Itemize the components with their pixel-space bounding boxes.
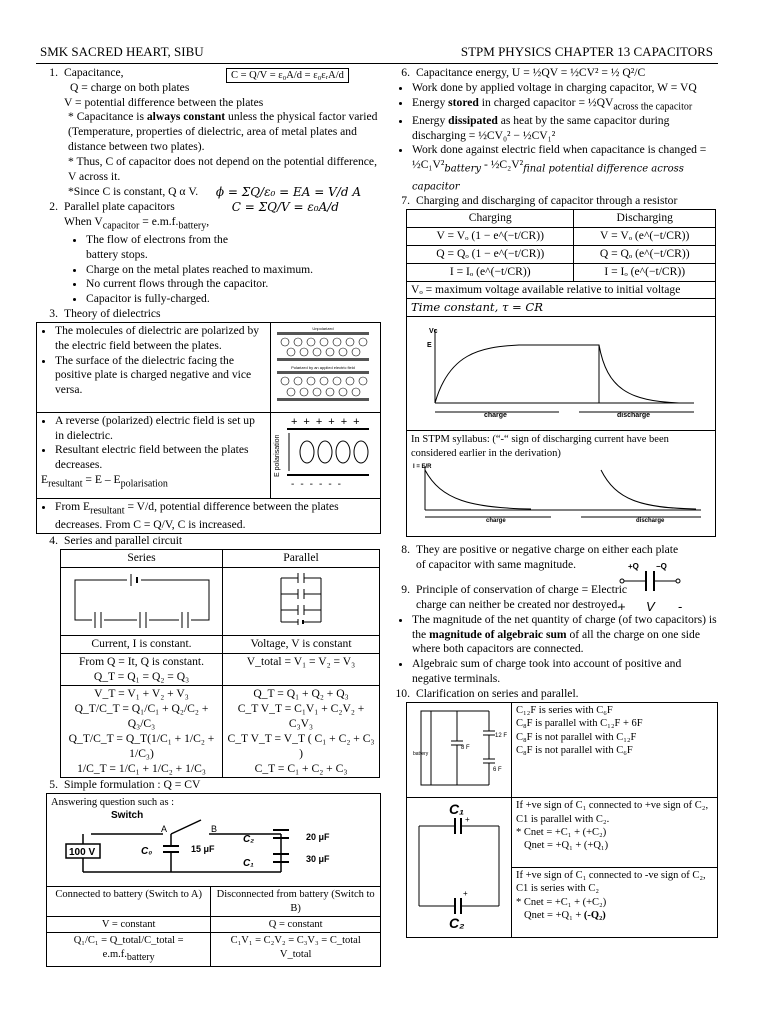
section-parallel-plate: 2. Parallel plate capacitors C = ΣQ/V = ε₀A/d When $V_{capacitor} = e.m.f._{battery}$, • The flow of electrons from the battery stops. • Charge on the metal plates reached to maximum. • No current flows through the capacitor. • Capacitor is fully-charged. [36,200,381,307]
svg-text:100 V: 100 V [69,846,96,858]
svg-text:charge: charge [486,517,506,524]
svg-text:C₂: C₂ [449,915,465,931]
series-circuit-figure [67,570,217,628]
svg-text:V: V [646,599,655,615]
section-simple-formulation: 5. Simple formulation : Q = CV Answering question such as : Switch A B 100 V C₀ 15 μF C₂ 20 μF C₁ 30 μF Connected to battery (Switch to A) Disconnected from battery (Switch to B) V = constant Q = constant Q₁/C₁ = Q_total/C_total = $e.m.f._{battery}$ C₁V₁ = C₂V₂ = C₃V₃ = C_total V_total [36,778,381,966]
section-dielectrics: 3. Theory of dielectrics • The molecules of dielectric are polarized by the electric field between the plates. • The surface of the dielectric facing the positive plate is charged negative and vice versa. Unpolarized Polarized by an applied electric field • A reverse (polarized) electric field is set up in dielectric. • Resultant electric field between the plates decreases. $E_{resultant} = E - E_{polarisation}$ ++++++ ------ E polarisation • From $E_{resultant} = V/d$, potential difference between the plates decreases. From C = Q/V, C is increased. [36,307,381,534]
section-charge-magnitude: 8. They are positive or negative charge on either each plate of capacitor with same magnitude. +Q −Q + V - [388,543,718,573]
header-left: SMK SACRED HEART, SIBU [40,44,204,59]
charge-discharge-graph [409,319,709,423]
polarized-field-figure [273,415,373,491]
section-conservation: 9. Principle of conservation of charge = Electric charge can neither be created nor destroyed. • The magnitude of the net quantity of charge (of two capacitors) is the magnitude of algebraic sum of all the charge on one side where both capacitors are connected. • Algebraic sum of charge took into account of positive and negative terminals. [388,583,718,687]
svg-text:Unpolarized: Unpolarized [312,325,334,331]
list-item: • Charge on the metal plates reached to maximum. [86,263,381,278]
svg-text:15 μF: 15 μF [191,843,215,854]
series-parallel-table: Series Parallel Current, I is constant. Voltage, V is constant From Q = It, Q is constant. Q_T = Q₁ = Q₂ = Q₃ V_total = V₁ = V₂ = V₃ V_T = V₁ + V₂ + V₃ Q_T/C_T = Q₁/C₁ + Q₂/C₂ + Q₃/C₃ Q_T/C_T = Q_T(1/C₁ + 1/C₂ + 1/C₃) 1/C_T = 1/C₁ + 1/C₂ + 1/C₃ Q_T = Q₁ + Q₂ + Q₃ C_T V_T = C₁V₁ + C₂V₂ + C₃V₃ C_T V_T = V_T ( C₁ + C₂ + C₃ ) C_T = C₁ + C₂ + C₃ [60,549,380,778]
svg-text:I = E/R: I = E/R [413,463,432,470]
svg-text:-: - [678,599,683,615]
list-item: • The flow of electrons from the battery stops. [86,233,236,263]
header-right: STPM PHYSICS CHAPTER 13 CAPACITORS [460,44,713,59]
svg-text:charge: charge [484,412,507,420]
svg-text:E: E [427,342,432,350]
svg-text:−Q: −Q [656,562,667,572]
capacitor-network-figure [409,705,509,791]
formulation-table: Answering question such as : Switch A B 100 V C₀ 15 μF C₂ 20 μF C₁ 30 μF Connected to battery (Switch to A) Disconnected from battery (Switch to B) V = constant Q = constant Q₁/C₁ = Q_total/C_total = $e.m.f._{battery}$ C₁V₁ = C₂V₂ = C₃V₃ = C_total V_total [46,793,381,967]
capacitance-formula: C = Q/V = ε₀A/d = ε₀εᵣA/d [226,68,349,83]
svg-text:+: + [618,599,626,615]
dielectric-polarization-figure [273,325,373,405]
svg-text:Vc: Vc [429,328,438,336]
list-item: • No current flows through the capacitor. [86,277,381,292]
capacitor-symbol [618,561,688,616]
svg-text:discharge: discharge [617,412,651,420]
clarification-table: battery 8 F 12 F 6 F C₁₂F is series with C₆F C₈F is parallel with C₁₂F + 6F C₈F is not parallel with C₁₂F C₈F is not parallel with C₆F C₁ + + C₂ If +ve sign of C₁ connected to +ve sign of C₂, C1 is parallel with C₂. * Cnet = +C₁ + (+C₂) Qnet = +Q₁ + (+Q₁) If +ve sign of C₁ connected to -ve sign of C₂, C1 is series with C₂ * Cnet = +C₁ + (+C₂) Qnet = +Q₁ + (-Q₂) [406,702,718,938]
svg-text:Polarized by an applied electr: Polarized by an applied electric field [291,364,355,370]
svg-text:+: + [463,889,468,899]
svg-text:discharge: discharge [636,517,665,524]
section-title: Capacitance, [64,66,124,79]
current-graph [411,460,711,530]
svg-text:+: + [465,815,470,825]
svg-text:8 F: 8 F [461,744,470,751]
svg-text:12 F: 12 F [495,732,508,739]
section-charging: 7. Charging and discharging of capacitor through a resistor Charging Discharging V = Vₒ (1 − e^(−t/CR)) V = Vₒ (e^(−t/CR)) Q = Qₒ (1 − e^(−t/CR)) Q = Qₒ (e^(−t/CR)) I = Iₒ (e^(−t/CR)) I = Iₒ (e^(−t/CR)) Vₒ = maximum voltage available relative to initial voltage Time constant, τ = CR Vc E charge discharge In STPM syllabus: (“-“ sign of discharging current have been considered earlier in the derivation) I = E/R charge discharge [388,194,718,537]
header-rule [36,63,718,64]
list-item: • Capacitor is fully-charged. [86,292,381,307]
svg-text:C₀: C₀ [141,845,153,857]
svg-text:battery: battery [413,750,429,757]
svg-text:+Q: +Q [628,562,639,572]
svg-text:B: B [211,823,218,834]
svg-text:++++++: ++++++ [291,415,366,428]
dielectric-table: • The molecules of dielectric are polarized by the electric field between the plates. • The surface of the dielectric facing the positive plate is charged negative and vice versa. Unpolarized Polarized by an applied electric field • A reverse (polarized) electric field is set up in dielectric. • Resultant electric field between the plates decreases. $E_{resultant} = E - E_{polarisation}$ ++++++ ------ E polarisation • From $E_{resultant} = V/d$, potential difference between the plates decreases. From C = Q/V, C is increased. [36,322,381,535]
switch-circuit-figure [51,810,371,880]
left-column [36,66,381,967]
svg-text:20 μF: 20 μF [306,831,330,842]
charging-table: Charging Discharging V = Vₒ (1 − e^(−t/CR)) V = Vₒ (e^(−t/CR)) Q = Qₒ (1 − e^(−t/CR)) Q = Qₒ (e^(−t/CR)) I = Iₒ (e^(−t/CR)) I = Iₒ (e^(−t/CR)) Vₒ = maximum voltage available relative to initial voltage Time constant, τ = CR Vc E charge discharge In STPM syllabus: (“-“ sign of discharging current have been considered earlier in the derivation) I = E/R charge discharge [406,209,716,537]
svg-text:------: ------ [291,478,347,490]
parallel-circuit-figure [226,570,376,628]
svg-text:Switch: Switch [111,809,144,821]
section-clarification: 10. Clarification on series and parallel. battery 8 F 12 F 6 F C₁₂F is series with C₆F C₈F is parallel with C₁₂F + 6F C₈F is not parallel with C₁₂F C₈F is not parallel with C₆F C₁ + + C₂ If +ve sign of C₁ connected to +ve sign of C₂, C1 is parallel with C₂. * Cnet = +C₁ + (+C₂) Qnet = +Q₁ + (+Q₁) If +ve sign of C₁ connected to -ve sign of C₂, C1 is series with C₂ * Cnet = +C₁ + (+C₂) Qnet = +Q₁ + (-Q₂) [388,687,718,938]
right-column [388,66,718,938]
two-capacitor-figure [409,800,509,930]
svg-text:E polarisation: E polarisation [274,434,281,477]
svg-text:C₂: C₂ [243,833,255,845]
svg-text:A: A [161,823,168,834]
capacitance-note-1: * Capacitance is always constant unless the physical factor varied (Temperature, properties of dielectric, area of metal plates and distance between two plates). [68,110,378,154]
svg-text:30 μF: 30 μF [306,853,330,864]
section-capacitance: 1. Capacitance, C = Q/V = ε₀A/d = ε₀εᵣA/d Q = charge on both plates V = potential difference between the plates * Capacitance is always constant unless the physical factor varied (Temperature, properties of dielectric, area of metal plates and distance between two plates). * Thus, C of capacitor does not depend on the potential difference, V across it. *Since C is constant, Q α V. ϕ = ΣQ/ε₀ = EA = V/d A [36,66,381,200]
svg-text:C₁: C₁ [243,857,254,869]
section-energy: 6. Capacitance energy, U = ½QV = ½CV² = ½ Q²/C • Work done by applied voltage in charging capacitor, W = VQ • Energy stored in charged capacitor = $\frac{1}{2}QV_{across the capacitor}$ • Energy dissipated as heat by the same capacitor during discharging = ½CV₀² − ½CV₁² • Work done against electric field when capacitance is changed = $\frac{1}{2}C_1V^2_{battery}$ - $\frac{1}{2}C_2V^2_{final potential difference across capacitor}$ [388,66,718,194]
svg-text:6 F: 6 F [493,766,502,773]
section-series-parallel: 4. Series and parallel circuit Series Parallel Current, I is constant. Voltage, V is constant From Q = It, Q is constant. Q_T = Q₁ = Q₂ = Q₃ V_total = V₁ = V₂ = V₃ V_T = V₁ + V₂ + V₃ Q_T/C_T = Q₁/C₁ + Q₂/C₂ + Q₃/C₃ Q_T/C_T = Q_T(1/C₁ + 1/C₂ + 1/C₃) 1/C_T = 1/C₁ + 1/C₂ + 1/C₃ Q_T = Q₁ + Q₂ + Q₃ C_T V_T = C₁V₁ + C₂V₂ + C₃V₃ C_T V_T = V_T ( C₁ + C₂ + C₃ ) C_T = C₁ + C₂ + C₃ [36,534,381,778]
svg-text:C₁: C₁ [449,801,465,818]
